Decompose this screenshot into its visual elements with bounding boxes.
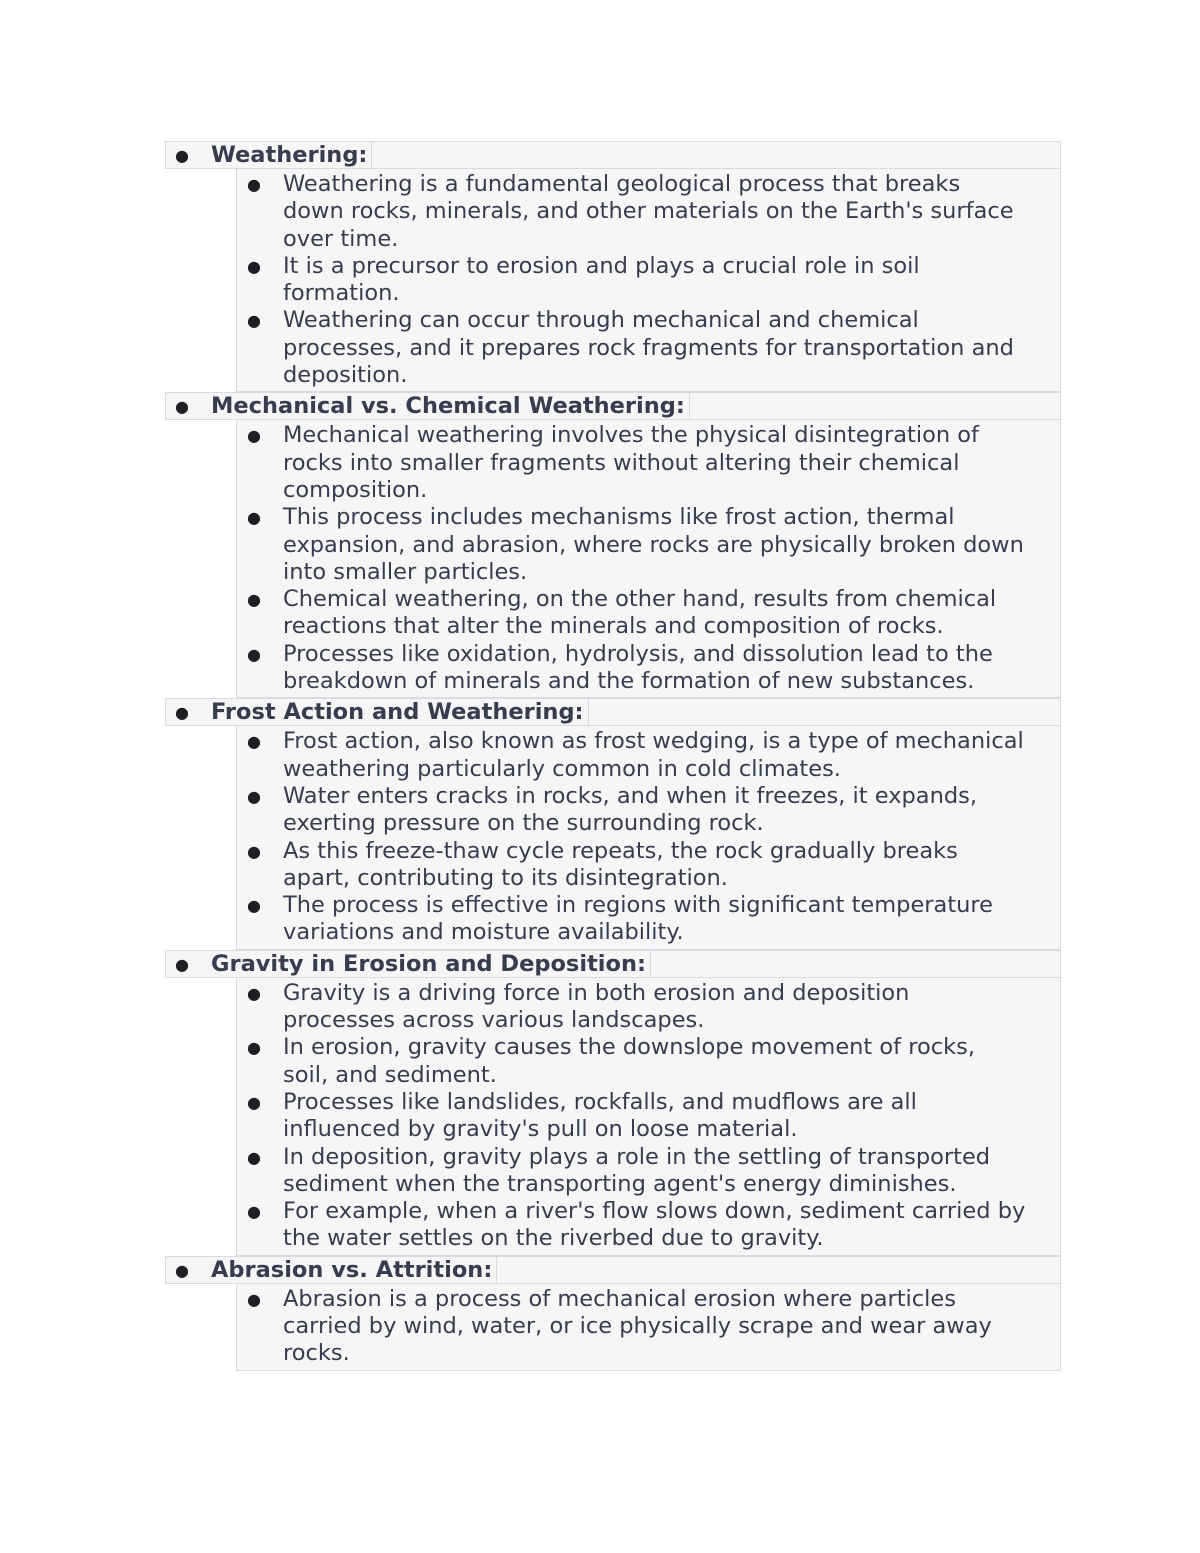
list-item: ● Weathering can occur through mechanical and chemical processes, and it prepares rock fragments for transportation and deposition. <box>247 307 1014 389</box>
section-abrasion-vs-attrition <box>165 1256 1061 1371</box>
bullet-icon: ● <box>247 311 261 331</box>
section-items <box>236 978 1061 1256</box>
bullet-icon: ● <box>175 954 189 974</box>
list-item: ● In erosion, gravity causes the downslope movement of rocks, soil, and sediment. <box>247 1034 976 1088</box>
bullet-icon: ● <box>247 590 261 610</box>
bullet-icon: ● <box>247 175 261 194</box>
list-item: ● The process is effective in regions with significant temperature variations and moisture availability. <box>247 892 994 946</box>
section-gravity <box>165 950 1061 1256</box>
section-heading: Weathering: <box>211 142 372 168</box>
section-heading-row <box>165 392 1061 420</box>
section-items <box>236 420 1061 698</box>
bullet-icon: ● <box>175 146 189 165</box>
bullet-icon: ● <box>175 703 189 723</box>
section-heading-row <box>165 1256 1061 1284</box>
list-item: ● Abrasion is a process of mechanical erosion where particles carried by wind, water, or ice physically scrape and wear away rocks. <box>247 1285 992 1367</box>
bullet-icon: ● <box>175 397 189 417</box>
list-item: ● In deposition, gravity plays a role in the settling of transported sediment when the transporting agent's energy diminishes. <box>247 1143 991 1197</box>
list-item: ● Water enters cracks in rocks, and when it freezes, it expands, exerting pressure on the surrounding rock. <box>247 782 977 837</box>
section-heading: Mechanical vs. Chemical Weathering: <box>211 393 690 419</box>
bullet-icon: ● <box>247 256 261 276</box>
section-items <box>236 726 1061 949</box>
section-heading: Gravity in Erosion and Deposition: <box>211 951 651 977</box>
bullet-icon: ● <box>175 1260 189 1280</box>
section-heading: Abrasion vs. Attrition: <box>211 1257 497 1283</box>
bullet-icon: ● <box>247 1202 261 1222</box>
section-frost-action <box>165 698 1061 949</box>
document-body <box>165 141 1061 1371</box>
bullet-icon: ● <box>247 896 261 916</box>
section-heading-row <box>165 698 1061 726</box>
list-item: ● Frost action, also known as frost wedging, is a type of mechanical weathering particularly common in cold climates. <box>247 728 1024 782</box>
section-weathering <box>165 141 1061 392</box>
list-item: ● As this freeze-thaw cycle repeats, the rock gradually breaks apart, contributing to its disintegration. <box>247 837 958 891</box>
bullet-icon: ● <box>247 1147 261 1167</box>
bullet-icon: ● <box>247 1038 261 1058</box>
section-items <box>236 169 1061 392</box>
list-item: ● Processes like landslides, rockfalls, and mudflows are all influenced by gravity's pull on loose material. <box>247 1088 917 1143</box>
bullet-icon: ● <box>247 1289 261 1309</box>
section-heading: Frost Action and Weathering: <box>211 699 589 725</box>
list-item: ● For example, when a river's flow slows down, sediment carried by the water settles on the riverbed due to gravity. <box>247 1198 1026 1252</box>
list-item: ● Gravity is a driving force in both erosion and deposition processes across various landscapes. <box>247 979 910 1034</box>
list-item: ● Weathering is a fundamental geological process that breaks down rocks, minerals, and other materials on the Earth's surface over time. <box>247 171 1014 252</box>
section-items <box>236 1284 1061 1371</box>
list-item: ● It is a precursor to erosion and plays a crucial role in soil formation. <box>247 252 920 307</box>
list-item: ● Processes like oxidation, hydrolysis, and dissolution lead to the breakdown of minerals and the formation of new substances. <box>247 640 993 695</box>
bullet-icon: ● <box>247 983 261 1003</box>
list-item: ● This process includes mechanisms like frost action, thermal expansion, and abrasion, where rocks are physically broken down into smaller particles. <box>247 504 1024 585</box>
list-item: ● Mechanical weathering involves the physical disintegration of rocks into smaller fragments without altering their chemical composition. <box>247 422 979 503</box>
bullet-icon: ● <box>247 508 261 528</box>
list-item: ● Chemical weathering, on the other hand, results from chemical reactions that alter the minerals and composition of rocks. <box>247 586 997 640</box>
section-mechanical-vs-chemical <box>165 392 1061 698</box>
bullet-icon: ● <box>247 786 261 806</box>
bullet-icon: ● <box>247 732 261 752</box>
section-heading-row <box>165 141 1061 169</box>
bullet-icon: ● <box>247 426 261 446</box>
bullet-icon: ● <box>247 644 261 664</box>
bullet-icon: ● <box>247 1092 261 1112</box>
bullet-icon: ● <box>247 841 261 861</box>
section-heading-row <box>165 950 1061 978</box>
